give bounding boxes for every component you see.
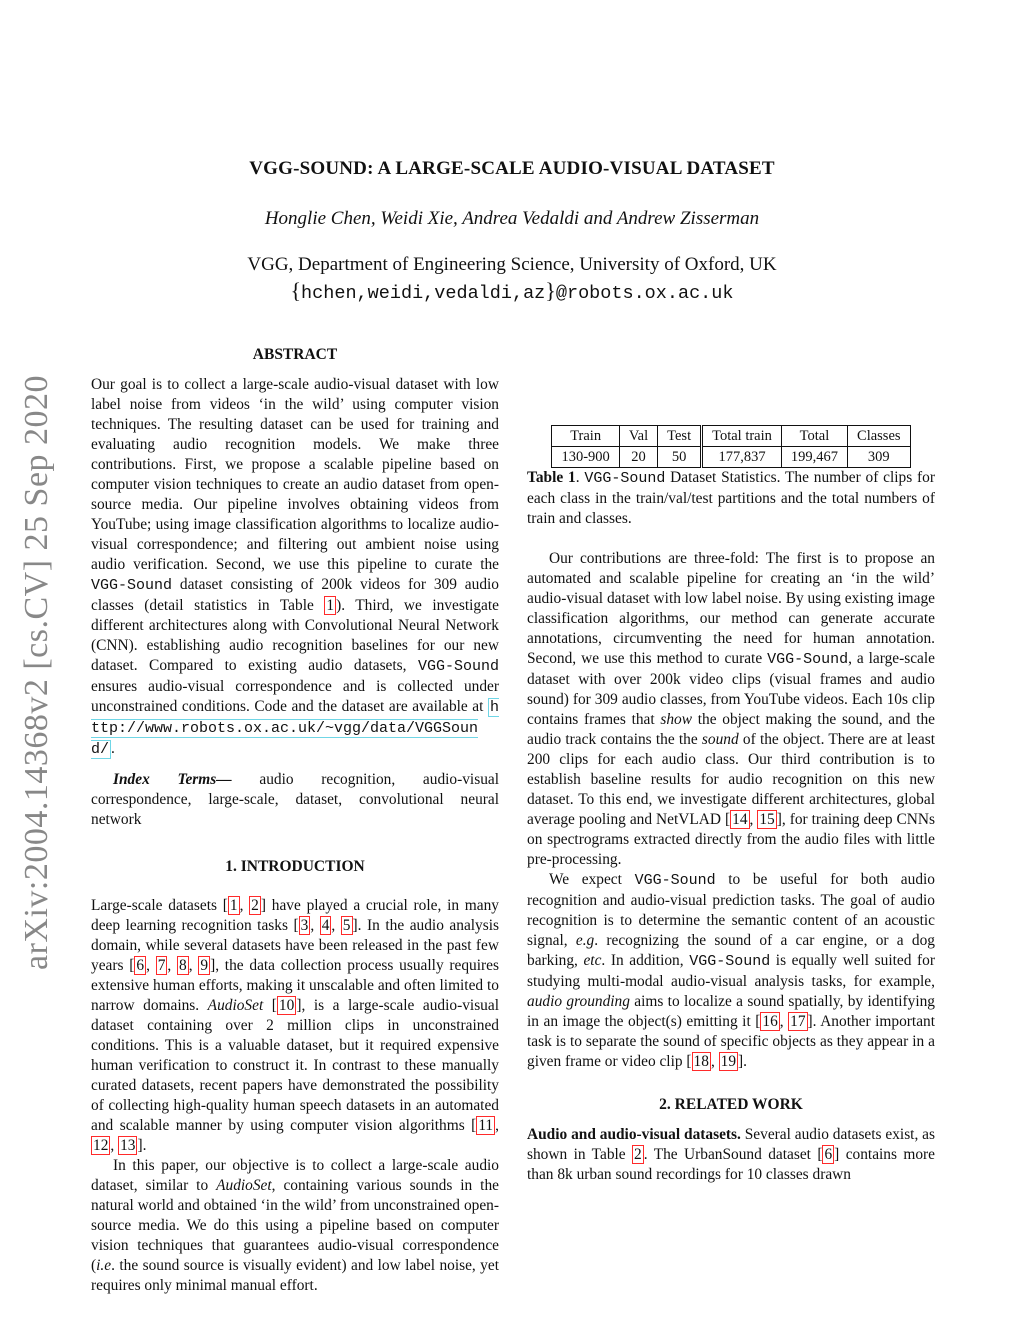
arxiv-identifier: arXiv:2004.14368v2 [cs.CV] 25 Sep 2020 [18, 374, 55, 970]
paper-title: VGG-SOUND: A LARGE-SCALE AUDIO-VISUAL DATASET [249, 158, 775, 179]
table-caption: Table 1. VGG-Sound Dataset Statistics. The number of clips for each class in the train/val/test partitions and the total numbers of train and classes. [527, 469, 935, 527]
cite-link[interactable]: 15 [759, 811, 775, 828]
cite-link[interactable]: 10 [278, 997, 295, 1014]
cite-link[interactable]: 4 [321, 917, 330, 934]
cite-link[interactable]: 3 [300, 917, 309, 934]
table-cell: 309 [848, 447, 911, 468]
table-header: Val [619, 426, 657, 447]
left-column [91, 345, 499, 1296]
related-paragraph: Audio and audio-visual datasets. Several audio datasets exist, as shown in Table 2 . The UrbanSound dataset [ 6 ] contains more than 8k urban sound recordings for 10 classes drawn [527, 1126, 935, 1183]
abstract-heading: ABSTRACT [252, 346, 338, 363]
intro-heading: 1. INTRODUCTION [225, 858, 365, 875]
cite-link[interactable]: 16 [762, 1013, 778, 1030]
right-column-top [527, 345, 935, 1185]
cite-link[interactable]: 11 [478, 1117, 494, 1134]
table-header-row [552, 426, 910, 447]
cite-link[interactable]: 8 [179, 957, 187, 974]
contrib-paragraph-1: Our contributions are three-fold: The first is to propose an automated and scalable pipeline for creating an ‘in the wild’ audio-visual dataset with low label noise. By using existing image classification algorithms, our method can generate accurate annotations, circumventing the need for human annotation. Second, we use this method to curate VGG-Sound, a large-scale dataset with over 200k video clips (visual frames and audio sound) for 309 audio classes, from YouTube videos. Each 10s clip contains frames that show the object making the sound, and the audio track contains the the sound of the object. There are at least 200 clips for each audio class. Our third contribution is to establish baseline results for audio recognition on this new dataset. To this end, we investigate different architectures, global average pooling and NetVLAD [ 14 , 15 ], for training deep CNNs on spectrograms extracted directly from the audio files with little pre-processing. [527, 550, 936, 868]
table-cell: 199,467 [781, 447, 847, 468]
index-terms: Index Terms— audio recognition, audio-visual correspondence, large-scale, dataset, convolutional neural network [91, 771, 500, 828]
cite-link[interactable]: 17 [790, 1013, 806, 1030]
cite-link[interactable]: 14 [732, 811, 748, 828]
table-header: Test [658, 426, 702, 447]
ref-table-2-link[interactable]: 2 [634, 1146, 642, 1163]
table-header: Train [552, 426, 619, 447]
ref-table-1-link[interactable]: 1 [326, 597, 335, 614]
table-header: Total train [702, 426, 782, 447]
table-row [552, 447, 910, 468]
related-heading: 2. RELATED WORK [659, 1096, 803, 1113]
paper-authors: Honglie Chen, Weidi Xie, Andrea Vedaldi and Andrew Zisserman [264, 208, 760, 229]
cite-link[interactable]: 6 [824, 1146, 833, 1163]
dataset-url-link[interactable]: http://www.robots.ox.ac.uk/~vgg/data/VGGSound/ [91, 699, 499, 758]
cite-link[interactable]: 6 [136, 957, 145, 974]
paper-affiliation: VGG, Department of Engineering Science, University of Oxford, UK [247, 254, 777, 275]
table-cell: 130-900 [552, 447, 619, 468]
table-cell: 177,837 [702, 447, 782, 468]
cite-link[interactable]: 1 [229, 897, 238, 914]
abstract-text: Our goal is to collect a large-scale audio-visual dataset with low label noise from videos ‘in the wild’ using computer vision techniques. The resulting dataset can be used for training and evaluating audio recognition models. We make three contributions. First, we propose a scalable pipeline based on computer vision techniques to create an audio dataset from open-source media. Our pipeline involves obtaining videos from YouTube; using image classification algorithms to localize audio-visual correspondence; and filtering out ambient noise using audio verification. Second, we use this pipeline to curate the VGG-Sound dataset consisting of 200k videos for 309 audio classes (detail statistics in Table 1 ). Third, we investigate different architectures along with Convolutional Neural Network (CNN). establishing audio recognition baselines for our new dataset. Compared to existing audio datasets, VGG-Sound ensures audio-visual correspondence and is collected under unconstrained conditions. Code and the dataset are available at http://www.robots.ox.ac.uk/~vgg/data/VGGSound/ . [91, 376, 499, 758]
table-cell: 50 [658, 447, 702, 468]
stats-table [551, 425, 910, 468]
table-header: Total [781, 426, 847, 447]
cite-link[interactable]: 12 [93, 1137, 109, 1154]
cite-link[interactable]: 5 [342, 917, 351, 934]
table-header: Classes [848, 426, 911, 447]
cite-link[interactable]: 18 [693, 1053, 709, 1070]
cite-link[interactable]: 13 [120, 1137, 136, 1154]
cite-link[interactable]: 19 [720, 1053, 737, 1070]
table-cell: 20 [619, 447, 657, 468]
intro-paragraph-2-start: In this paper, our objective is to collect a large-scale audio dataset, similar to AudioSet, containing various sounds in the natural world and obtained ‘in the wild’ from unconstrained open-source media. We do this using a pipeline based on computer vision techniques that guarantees audio-visual correspondence (i.e. the sound source is visually evident) and low label noise, yet requires only minimal manual effort. [91, 1157, 499, 1294]
cite-link[interactable]: 9 [200, 957, 209, 974]
author-emails: {hchen,weidi,vedaldi,az}@robots.ox.ac.uk [290, 278, 734, 304]
cite-link[interactable]: 7 [157, 957, 166, 974]
cite-link[interactable]: 2 [251, 897, 259, 914]
contrib-paragraph-2: We expect VGG-Sound to be useful for both audio recognition and audio-visual prediction tasks. The goal of audio recognition is to determine the semantic content of an acoustic signal, e.g. recognizing the sound of a car engine, or a dog barking, etc. In addition, VGG-Sound is equally well suited for studying multi-modal audio-visual analysis tasks, for example, audio grounding aims to localize a sound spatially, by identifying in an image the object(s) emitting it [ 16 , 17 ]. Another important task is to separate the sound of specific objects as they appear in a given frame or video clip [ 18 , 19 ]. [527, 871, 935, 1070]
intro-paragraph-1: Large-scale datasets [ 1 , 2 ] have played a crucial role, in many deep learning recognition tasks [ 3 , 4 , 5 ]. In the audio analysis domain, while several datasets have been released in the past few years [ 6 , 7 , 8 , 9 ], the data collection process usually requires extensive human efforts, making it unscalable and often limited to narrow domains. AudioSet [ 10 ], is a large-scale audio-visual dataset containing over 2 million clips in unconstrained conditions. This is a valuable dataset, but it required expensive human verification to construct it. In contrast to these manually curated datasets, recent papers have demonstrated the possibility of collecting high-quality human speech datasets in an automated and scalable manner by using computer vision algorithms [ 11 , 12 , 13 ]. [91, 897, 500, 1154]
